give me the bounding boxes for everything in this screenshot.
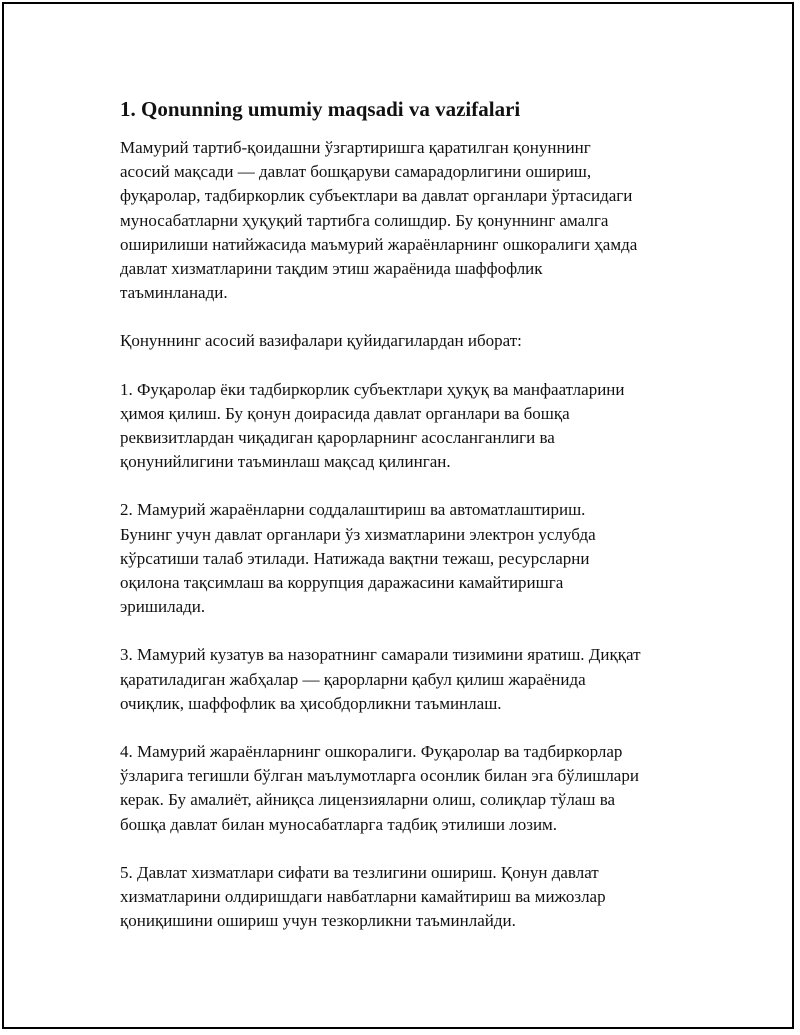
task-item-5: 5. Давлат хизматлари сифати ва тезлигини ошириш. Қонун давлат хизматларини олдиришдаги навбатларни камайтириш ва мижозлар қониқишини ошириш учун тезкорликни таъминлайди. (120, 862, 606, 931)
task-item-2: 2. Мамурий жараёнларни соддалаштириш ва автоматлаштириш. Бунинг учун давлат органлари ўз хизматларини электрон услубда кўрсатиши талаб этилади. Натижада вақтни тежаш, ресурсларни оқилона тақсимлаш ва коррупция даражасини камайтиришга эришилади. (120, 500, 596, 617)
document-page (2, 2, 794, 1029)
tasks-lead-paragraph: Қонуннинг асосий вазифалари қуйидагилардан иборат: (120, 331, 522, 351)
task-item-4: 4. Мамурий жараёнларнинг ошкоралиги. Фуқаролар ва тадбиркорлар ўзларига тегишли бўлган маълумотларга осонлик билан эга бўлишлари керак. Бу амалиёт, айниқса лицензияларни олиш, солиқлар тўлаш ва бошқа давлат билан муносабатларга тадбиқ этилиши лозим. (120, 742, 639, 834)
section-heading: 1. Qonunning umumiy maqsadi va vazifalari (120, 97, 521, 121)
task-item-3: 3. Мамурий кузатув ва назоратнинг самарали тизимини яратиш. Диққат қаратиладиган жабҳалар — қарорларни қабул қилиш жараёнида очиқлик, шаффофлик ва ҳисобдорликни таъминлаш. (120, 645, 641, 713)
task-item-1: 1. Фуқаролар ёки тадбиркорлик субъектлари ҳуқуқ ва манфаатларини ҳимоя қилиш. Бу қонун доирасида давлат органлари ва бошқа реквизитлардан чиқадиган қарорларнинг асосланганлиги ва қонунийлигини таъминлаш мақсад қилинган. (120, 379, 625, 472)
document-content (120, 96, 680, 957)
intro-paragraph: Мамурий тартиб-қоидашни ўзгартиришга қаратилган қонуннинг асосий мақсади — давлат бошқаруви самарадорлигини ошириш, фуқаролар, тадбиркорлик субъектлари ва давлат органлари ўртасидаги муносабатларни ҳуқуқий тартибга солишдир. Бу қонуннинг амалга оширилиши натийжасида маъмурий жараёнларнинг ошкоралиги ҳамда давлат хизматларини тақдим этиш жараёнида шаффофлик таъминланади. (120, 138, 638, 303)
